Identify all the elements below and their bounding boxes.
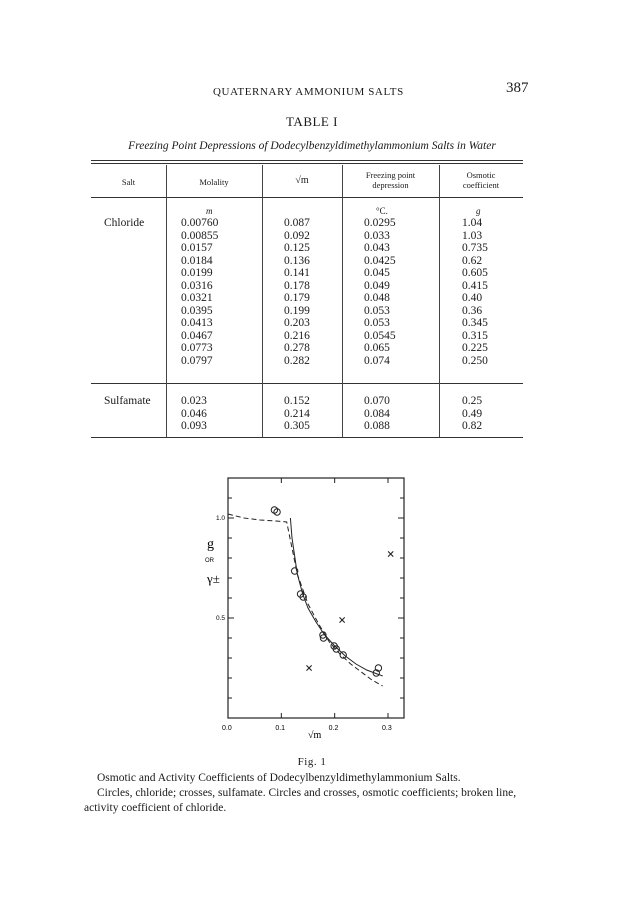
table-cell: 0.605: [462, 267, 488, 279]
table-cell: 0.225: [462, 342, 488, 354]
y-tick-label: 1.0: [216, 515, 226, 522]
table-cell: 0.0295: [364, 217, 396, 229]
column-osmotic: [462, 395, 482, 433]
y-label-or: OR: [205, 558, 214, 564]
x-label: √m: [308, 730, 322, 741]
table-cell: 0.088: [364, 420, 390, 432]
sulfamate-point: [306, 665, 311, 670]
unit-fp: °C.: [376, 206, 388, 216]
table-header-rule: [91, 197, 523, 198]
table-bottom-rule: [91, 437, 523, 438]
column-fp-depression: [364, 395, 390, 433]
x-tick-label: 0.1: [275, 725, 286, 732]
table-cell: 0.49: [462, 407, 483, 420]
table-cell: 1.04: [462, 217, 483, 229]
table-column-divider: [342, 165, 343, 437]
table-cell: 0.0395: [181, 304, 213, 317]
header-osm-line1: Osmotic: [466, 170, 496, 180]
header-molality: Molality: [199, 177, 229, 187]
header-sqrt-m: √m: [295, 175, 309, 186]
table-cell: 0.250: [462, 354, 488, 367]
figure-chart: [195, 470, 435, 750]
x-tick-label: 0.0: [222, 725, 232, 732]
table-cell: 0.0413: [181, 317, 213, 329]
unit-osm: g: [476, 206, 481, 216]
table-cell: 0.045: [364, 267, 390, 279]
table-cell: 0.282: [284, 354, 310, 367]
table-cell: 1.03: [462, 229, 483, 242]
table-cell: 0.065: [364, 342, 390, 354]
table-cell: 0.136: [284, 254, 310, 267]
table-column-divider: [262, 165, 263, 437]
table-cell: 0.023: [181, 395, 207, 407]
plot-frame: [228, 478, 404, 718]
figure-label: Fig. 1: [297, 756, 327, 768]
table-cell: 0.033: [364, 229, 390, 242]
table-cell: 0.074: [364, 354, 390, 367]
table-cell: 0.278: [284, 342, 310, 354]
table-cell: 0.179: [284, 292, 310, 304]
table-top-rule: [91, 160, 523, 161]
table-cell: 0.092: [284, 229, 310, 242]
table-top-rule-2: [91, 163, 523, 164]
table-cell: 0.415: [462, 279, 488, 292]
table-cell: 0.152: [284, 395, 310, 407]
table-cell: 0.00855: [181, 229, 219, 242]
header-fp-line1: Freezing point: [365, 170, 416, 180]
table-cell: 0.0199: [181, 267, 213, 279]
column-molality: [181, 395, 207, 433]
table-cell: 0.0425: [364, 254, 396, 267]
figure-caption-line1: Osmotic and Activity Coefficients of Dodecylbenzyldimethylammonium Salts.: [97, 772, 461, 784]
salt-name-chloride: Chloride: [104, 217, 145, 229]
table-cell: 0.0321: [181, 292, 213, 304]
sulfamate-point: [340, 617, 345, 622]
table-cell: 0.046: [181, 407, 207, 420]
header-salt: Salt: [121, 177, 136, 187]
table-cell: 0.141: [284, 267, 310, 279]
column-sqrt-m: [284, 395, 310, 433]
figure-caption: [84, 771, 534, 816]
table-cell: 0.36: [462, 304, 483, 317]
table-cell: 0.048: [364, 292, 390, 304]
table-cell: 0.0316: [181, 279, 213, 292]
table-cell: 0.0545: [364, 329, 396, 342]
column-molality: [181, 217, 218, 367]
table-cell: 0.62: [462, 254, 483, 267]
table-cell: 0.178: [284, 279, 310, 292]
table-cell: 0.084: [364, 407, 390, 420]
table-cell: 0.053: [364, 317, 390, 329]
table-cell: 0.00760: [181, 217, 219, 229]
table-cell: 0.214: [284, 407, 310, 420]
table-cell: 0.40: [462, 292, 483, 304]
table-cell: 0.735: [462, 242, 488, 254]
header-osm-line2: coefficient: [462, 180, 500, 190]
column-osmotic: [462, 217, 488, 367]
table-cell: 0.0773: [181, 342, 213, 354]
table-cell: 0.043: [364, 242, 390, 254]
x-tick-label: 0.3: [382, 725, 392, 732]
table-cell: 0.053: [364, 304, 390, 317]
table-column-divider: [439, 165, 440, 437]
table-cell: 0.216: [284, 329, 310, 342]
column-fp-depression: [364, 217, 396, 367]
header-fp-depression: [342, 170, 439, 190]
figure-caption-line2: Circles, chloride; crosses, sulfamate. Circles and crosses, osmotic coefficients; broken line, activity coefficient of chloride.: [84, 787, 517, 814]
unit-molality: m: [206, 206, 213, 216]
table-cell: 0.199: [284, 304, 310, 317]
table-cell: 0.0467: [181, 329, 213, 342]
x-tick-label: 0.2: [328, 725, 339, 732]
y-tick-label: 0.5: [216, 615, 226, 622]
table-column-divider: [166, 165, 167, 437]
table-cell: 0.087: [284, 217, 310, 229]
table-cell: 0.125: [284, 242, 310, 254]
table-caption: Freezing Point Depressions of Dodecylbenzyldimethylammonium Salts in Water: [128, 140, 496, 152]
table-cell: 0.049: [364, 279, 390, 292]
table-cell: 0.315: [462, 329, 488, 342]
salt-name-sulfamate: Sulfamate: [104, 395, 151, 407]
page-number: 387: [506, 80, 529, 96]
table-cell: 0.82: [462, 420, 483, 432]
table-cell: 0.070: [364, 395, 390, 407]
table-title: TABLE I: [286, 114, 338, 129]
header-fp-line2: depression: [372, 180, 409, 190]
table-cell: 0.0157: [181, 242, 213, 254]
table-cell: 0.0797: [181, 354, 213, 367]
y-label-g: g: [207, 537, 214, 552]
table-cell: 0.093: [181, 420, 207, 432]
table-cell: 0.305: [284, 420, 310, 432]
table-cell: 0.0184: [181, 254, 213, 267]
sulfamate-point: [388, 551, 393, 556]
running-head: QUATERNARY AMMONIUM SALTS: [213, 86, 404, 98]
table-cell: 0.345: [462, 317, 488, 329]
table-group-rule: [91, 383, 523, 384]
header-osmotic: [439, 170, 523, 190]
table-cell: 0.203: [284, 317, 310, 329]
y-label-gamma: γ±: [207, 571, 220, 586]
column-sqrt-m: [284, 217, 310, 367]
table-cell: 0.25: [462, 395, 483, 407]
